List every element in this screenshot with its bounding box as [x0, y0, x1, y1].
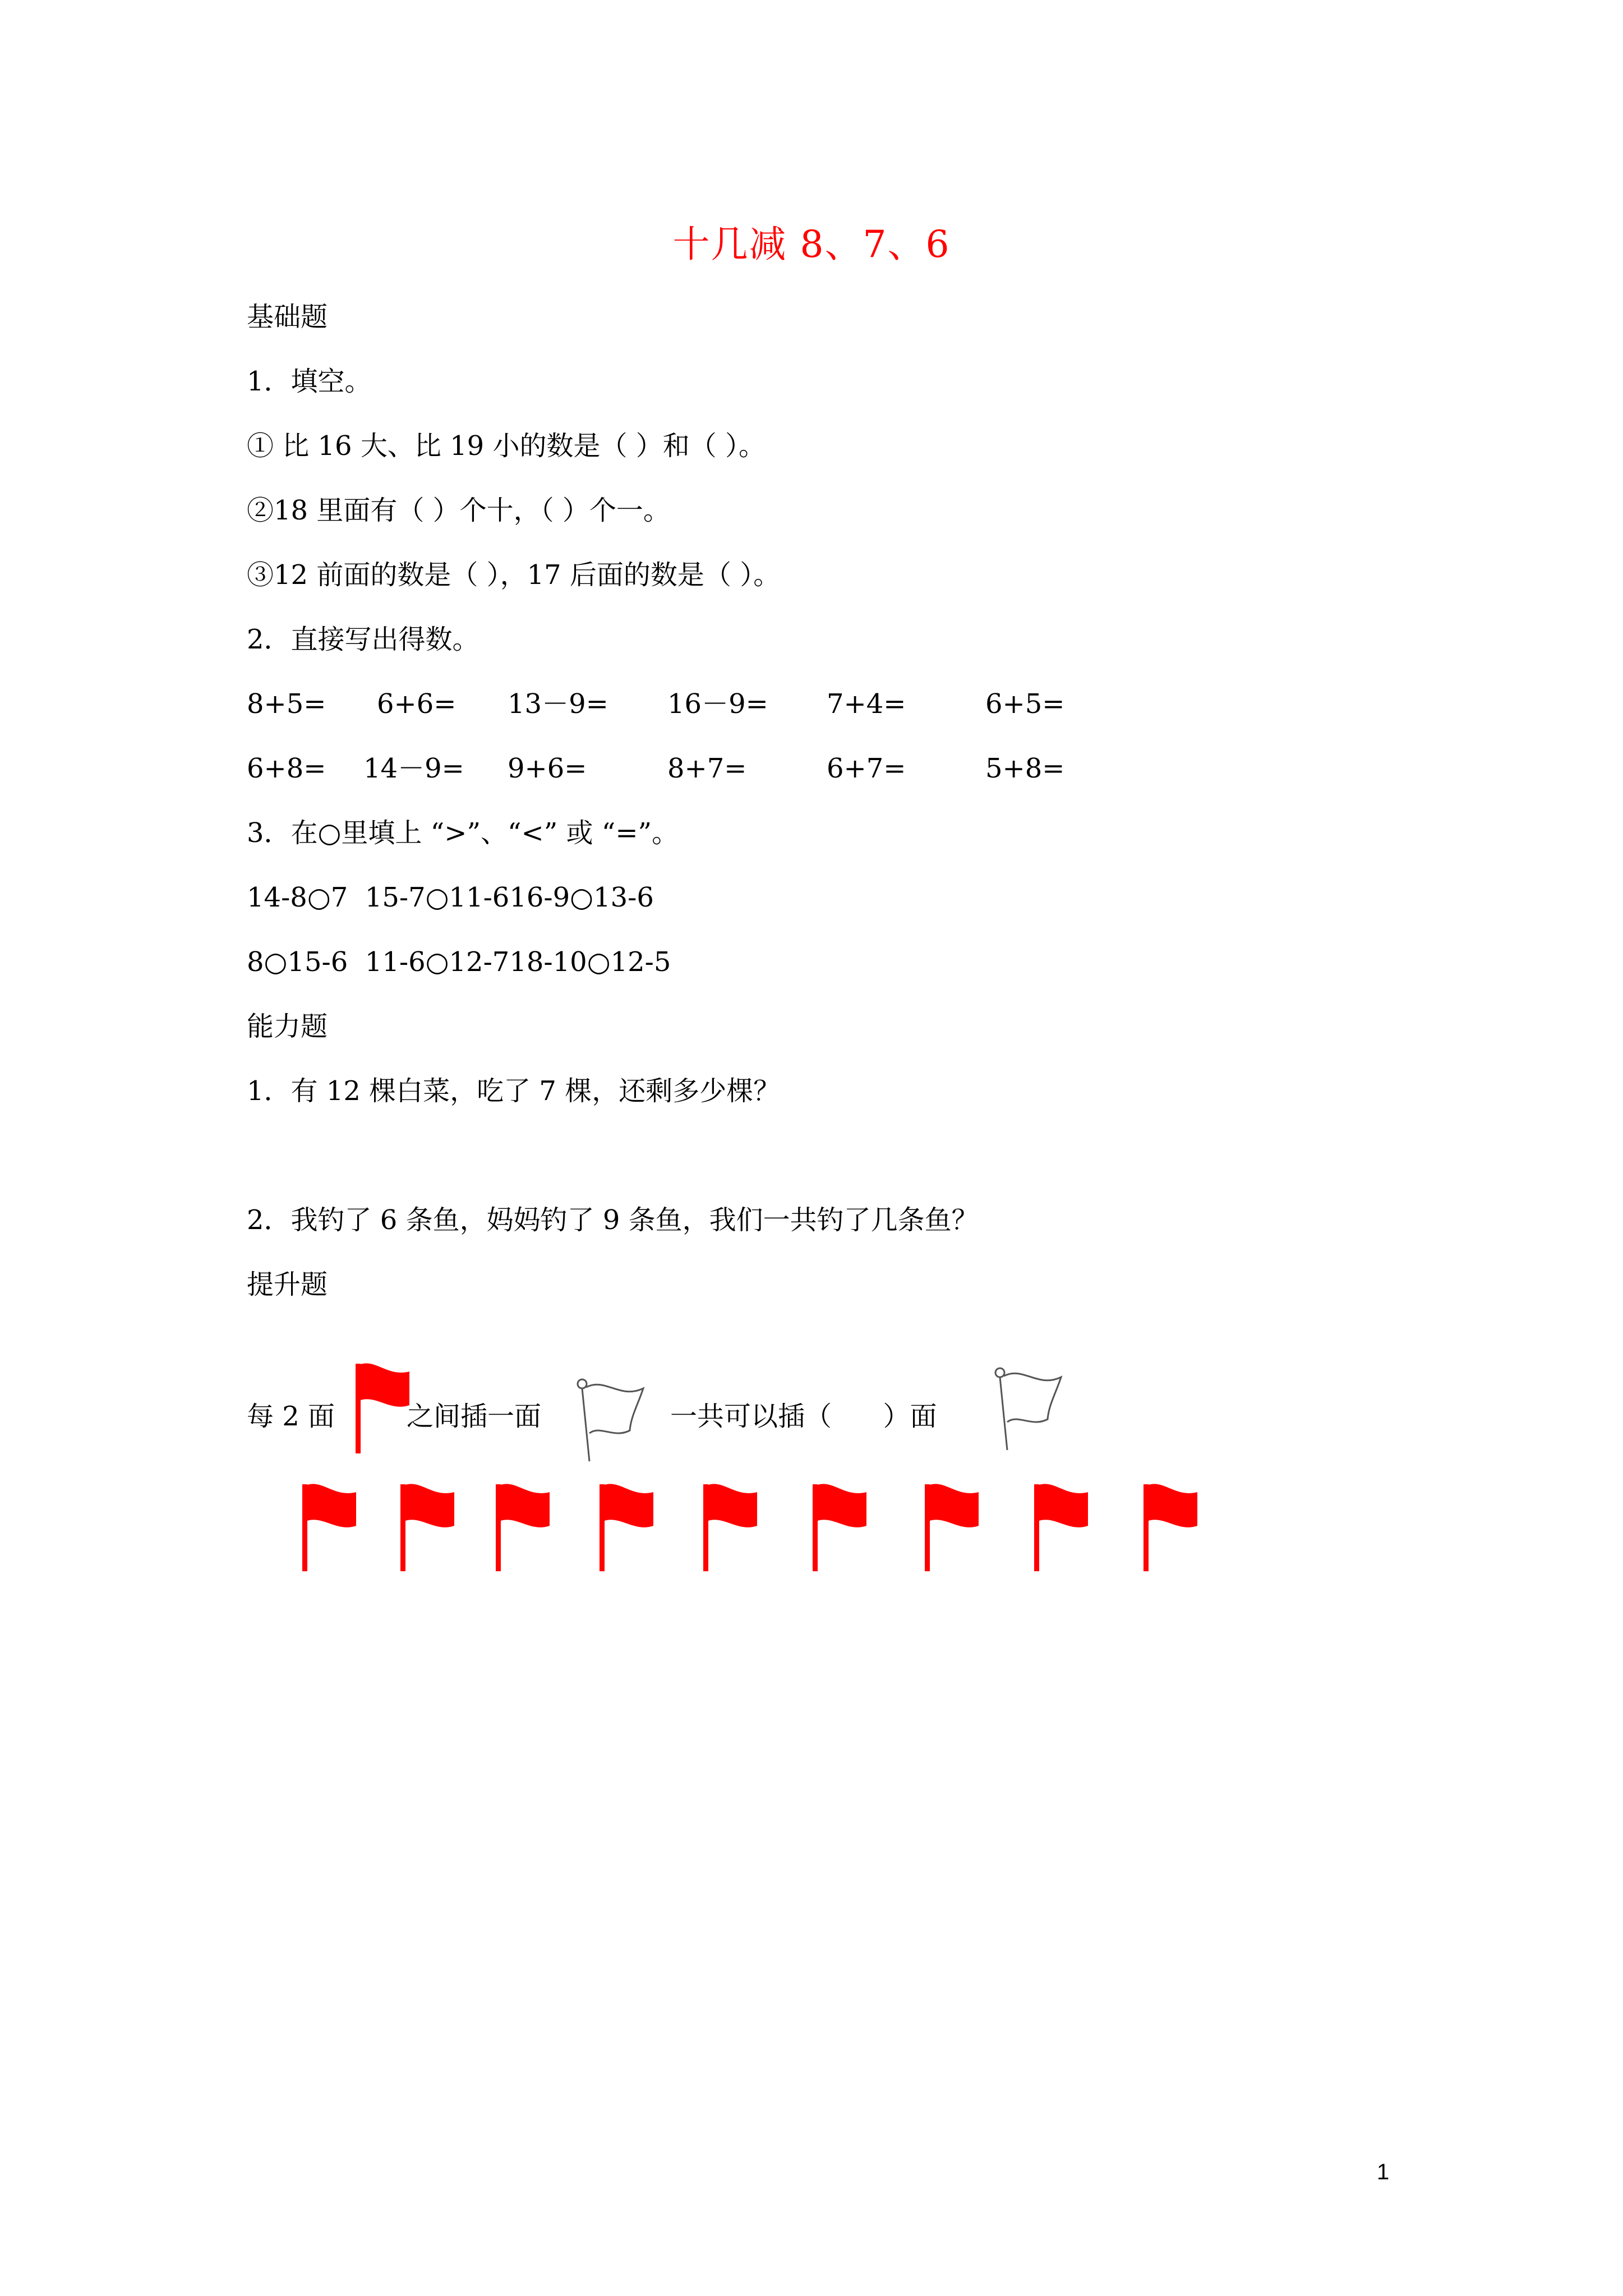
equation: 14－9= — [363, 753, 464, 784]
outline-flag-icon — [993, 1360, 1066, 1453]
equation: 9+6= — [508, 753, 587, 784]
section-ability: 能力题 — [247, 1011, 328, 1042]
equation: 8+7= — [667, 753, 747, 784]
equation: 6+5= — [985, 688, 1065, 720]
equation: 7+4= — [827, 688, 906, 720]
q1-item-1: ① 比 16 大、比 19 小的数是（ ）和（ ）。 — [247, 430, 766, 462]
section-basic: 基础题 — [247, 301, 328, 333]
advanced-text-3: 一共可以插（ ）面 — [670, 1401, 937, 1432]
q3-heading: 3．在○里填上 “>”、“<” 或 “=”。 — [247, 817, 679, 849]
red-flag-icon — [810, 1481, 872, 1573]
q1-heading: 1．填空。 — [247, 366, 372, 397]
red-flag-icon — [494, 1481, 555, 1573]
q3-row-1: 14-8○7 15-7○11-616-9○13-6 — [247, 882, 654, 913]
equation: 16－9= — [667, 688, 768, 720]
red-flag-icon — [1032, 1481, 1094, 1573]
red-flag-icon — [353, 1360, 415, 1456]
red-flag-icon — [597, 1481, 659, 1573]
red-flag-icon — [300, 1481, 362, 1573]
red-flag-icon — [1141, 1481, 1203, 1573]
section-advanced: 提升题 — [247, 1269, 328, 1300]
equation: 6+8= — [247, 753, 326, 784]
red-flag-icon — [923, 1481, 984, 1573]
ability-q2: 2．我钓了 6 条鱼，妈妈钓了 9 条鱼，我们一共钓了几条鱼？ — [247, 1204, 979, 1236]
equation: 5+8= — [985, 753, 1065, 784]
ability-q1: 1．有 12 棵白菜，吃了 7 棵，还剩多少棵？ — [247, 1075, 781, 1107]
q3-row-2: 8○15-6 11-6○12-718-10○12-5 — [247, 946, 671, 978]
advanced-text-1: 每 2 面 — [247, 1401, 335, 1432]
equation: 6+7= — [827, 753, 906, 784]
q1-item-2: ②18 里面有（ ）个十，（ ）个一。 — [247, 495, 670, 526]
q1-item-3: ③12 前面的数是（ ），17 后面的数是（ ）。 — [247, 559, 781, 591]
equation: 13－9= — [508, 688, 608, 720]
equation: 8+5= — [247, 688, 326, 720]
outline-flag-icon — [575, 1372, 648, 1464]
page-number: 1 — [1377, 2160, 1390, 2184]
advanced-text-2: 之间插一面 — [407, 1401, 542, 1432]
q2-heading: 2．直接写出得数。 — [247, 624, 479, 655]
page-title: 十几减 8、7、6 — [672, 223, 951, 266]
red-flag-icon — [701, 1481, 763, 1573]
equation: 6+6= — [377, 688, 457, 720]
red-flag-icon — [398, 1481, 460, 1573]
